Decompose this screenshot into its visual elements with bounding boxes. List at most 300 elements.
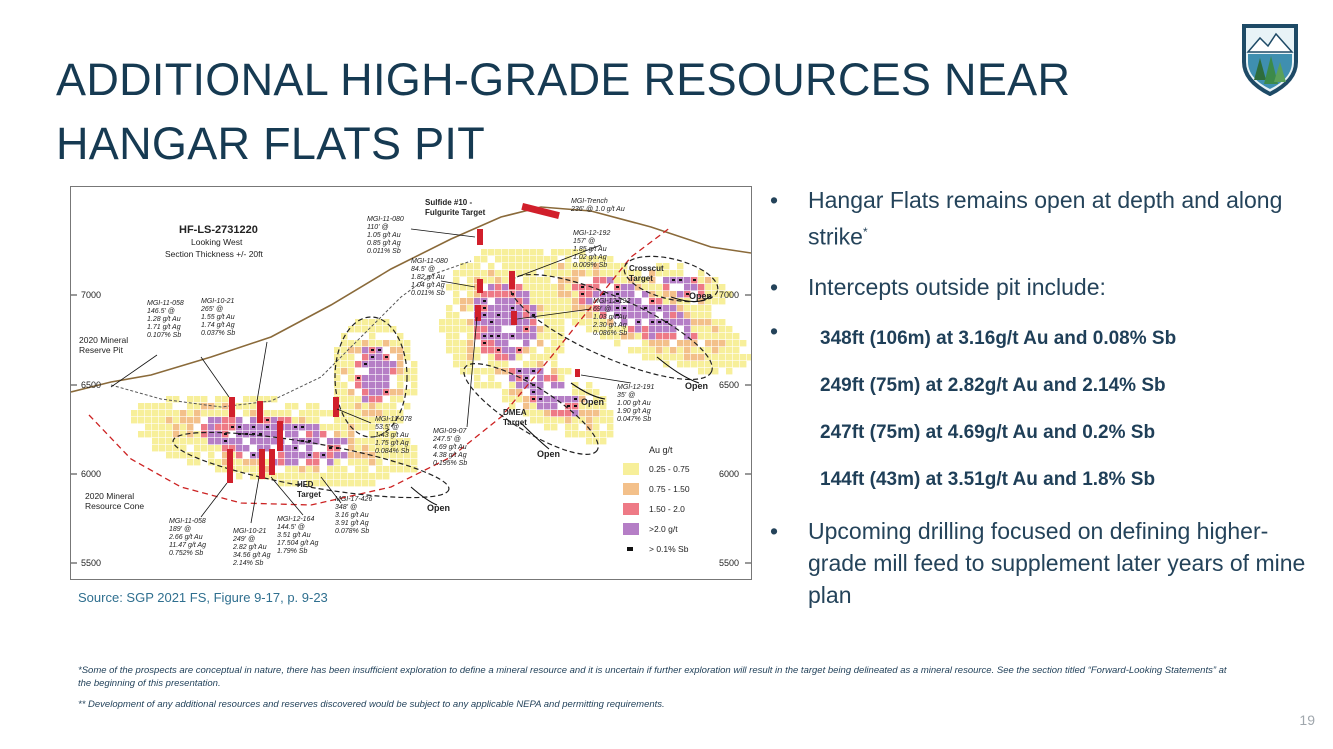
- elev-label-left: 5500: [81, 558, 102, 568]
- grade-cell: [516, 382, 522, 388]
- grade-cell: [537, 256, 543, 262]
- grade-cell: [572, 284, 578, 290]
- grade-cell: [362, 389, 368, 395]
- grade-cell: [600, 270, 606, 276]
- grade-cell: [628, 347, 634, 353]
- grade-cell: [383, 368, 389, 374]
- grade-cell: [656, 333, 662, 339]
- grade-cell: [390, 396, 396, 402]
- grade-cell: [453, 298, 459, 304]
- grade-cell: [530, 249, 536, 255]
- grade-cell: [600, 410, 606, 416]
- drill-intercept: [229, 397, 235, 417]
- grade-cell: [215, 459, 221, 465]
- grade-cell: [320, 410, 326, 416]
- grade-cell: [565, 298, 571, 304]
- grade-cell: [733, 347, 739, 353]
- grade-cell: [502, 305, 508, 311]
- grade-cell: [579, 417, 585, 423]
- bullet-open-depth: • Hangar Flats remains open at depth and along strike*: [768, 184, 1308, 253]
- grade-cell: [327, 438, 333, 444]
- grade-cell: [572, 291, 578, 297]
- grade-cell: [474, 256, 480, 262]
- drill-intercept: [521, 203, 560, 219]
- grade-cell: [313, 452, 319, 458]
- drillhole-callout: 1.75 g/t Ag: [375, 440, 409, 447]
- slide-title-line-1: ADDITIONAL HIGH-GRADE RESOURCES NEAR: [56, 54, 1071, 105]
- grade-cell: [327, 473, 333, 479]
- grade-cell: [166, 452, 172, 458]
- grade-cell: [453, 284, 459, 290]
- grade-cell: [663, 291, 669, 297]
- grade-cell: [460, 368, 466, 374]
- grade-cell: [159, 410, 165, 416]
- page-number: 19: [1299, 712, 1315, 728]
- grade-cell: [376, 326, 382, 332]
- grade-cell: [740, 340, 746, 346]
- grade-cell: [530, 326, 536, 332]
- grade-cell: [523, 347, 529, 353]
- grade-cell: [467, 326, 473, 332]
- drillhole-callout: 1.85 g/t Au: [573, 246, 607, 253]
- grade-cell: [306, 424, 312, 430]
- grade-cell: [460, 270, 466, 276]
- grade-cell: [488, 347, 494, 353]
- grade-cell: [565, 431, 571, 437]
- grade-cell: [208, 417, 214, 423]
- grade-cell: [369, 403, 375, 409]
- grade-cell: [516, 396, 522, 402]
- grade-cell: [411, 459, 417, 465]
- grade-cell: [551, 417, 557, 423]
- grade-cell: [495, 249, 501, 255]
- grade-cell: [537, 291, 543, 297]
- grade-cell: [656, 326, 662, 332]
- grade-cell: [488, 284, 494, 290]
- grade-cell: [334, 452, 340, 458]
- grade-cell: [341, 452, 347, 458]
- grade-cell: [327, 410, 333, 416]
- grade-cell: [208, 410, 214, 416]
- grade-cell: [369, 480, 375, 486]
- grade-cell: [502, 347, 508, 353]
- grade-cell: [523, 368, 529, 374]
- grade-cell: [495, 256, 501, 262]
- grade-cell: [467, 340, 473, 346]
- section-looking: Looking West: [191, 237, 243, 247]
- grade-cell: [215, 445, 221, 451]
- grade-cell: [509, 249, 515, 255]
- grade-cell: [586, 431, 592, 437]
- grade-cell: [397, 466, 403, 472]
- grade-cell: [341, 438, 347, 444]
- grade-cell: [698, 277, 704, 283]
- grade-cell: [334, 431, 340, 437]
- grade-cell: [565, 270, 571, 276]
- sb-mark: [483, 342, 486, 344]
- grade-cell: [404, 347, 410, 353]
- legend-label: 1.50 - 2.0: [649, 504, 685, 514]
- grade-cell: [712, 361, 718, 367]
- grade-cell: [348, 452, 354, 458]
- grade-cell: [684, 284, 690, 290]
- sb-mark: [238, 426, 241, 428]
- sb-mark: [581, 293, 584, 295]
- drillhole-callout: 1.05 g/t Au: [367, 232, 401, 239]
- slide-title: [56, 48, 1176, 176]
- grade-cell: [446, 284, 452, 290]
- drill-intercept: [257, 401, 263, 423]
- sb-mark: [616, 307, 619, 309]
- grade-cell: [593, 270, 599, 276]
- grade-cell: [719, 319, 725, 325]
- grade-cell: [558, 319, 564, 325]
- grade-cell: [586, 298, 592, 304]
- grade-cell: [502, 396, 508, 402]
- grade-cell: [537, 284, 543, 290]
- legend-swatch: [623, 463, 639, 475]
- grade-cell: [586, 270, 592, 276]
- grade-cell: [341, 340, 347, 346]
- grade-cell: [726, 368, 732, 374]
- grade-cell: [712, 368, 718, 374]
- grade-cell: [558, 284, 564, 290]
- grade-cell: [537, 298, 543, 304]
- grade-cell: [159, 438, 165, 444]
- grade-cell: [306, 403, 312, 409]
- grade-cell: [544, 417, 550, 423]
- grade-cell: [306, 445, 312, 451]
- grade-cell: [684, 347, 690, 353]
- grade-cell: [467, 263, 473, 269]
- grade-cell: [341, 396, 347, 402]
- grade-cell: [523, 263, 529, 269]
- grade-cell: [537, 354, 543, 360]
- grade-cell: [712, 298, 718, 304]
- grade-cell: [215, 424, 221, 430]
- sb-mark: [511, 307, 514, 309]
- grade-cell: [677, 263, 683, 269]
- grade-cell: [390, 466, 396, 472]
- grade-cell: [362, 396, 368, 402]
- sb-mark: [658, 307, 661, 309]
- grade-cell: [649, 347, 655, 353]
- drillhole-callout: MGI-12-192: [593, 298, 631, 305]
- grade-cell: [355, 459, 361, 465]
- label-open: Open: [581, 397, 605, 407]
- drillhole-callout: MGI-12-192: [573, 230, 611, 237]
- grade-cell: [509, 347, 515, 353]
- grade-cell: [628, 326, 634, 332]
- grade-cell: [495, 298, 501, 304]
- legend-label: >2.0 g/t: [649, 524, 678, 534]
- grade-cell: [691, 319, 697, 325]
- grade-cell: [495, 361, 501, 367]
- grade-cell: [397, 389, 403, 395]
- grade-cell: [607, 263, 613, 269]
- label-reserve-pit: Reserve Pit: [79, 345, 123, 355]
- legend-label: 0.75 - 1.50: [649, 484, 690, 494]
- grade-cell: [453, 354, 459, 360]
- sb-mark: [483, 335, 486, 337]
- drillhole-callout: 84.5' @: [411, 266, 436, 273]
- grade-cell: [348, 431, 354, 437]
- drillhole-callout: 146.5' @: [147, 308, 175, 315]
- grade-cell: [558, 382, 564, 388]
- grade-cell: [348, 354, 354, 360]
- drillhole-callout: 1.03 g/t Au: [593, 314, 627, 321]
- grade-cell: [362, 445, 368, 451]
- grade-cell: [467, 277, 473, 283]
- grade-cell: [649, 326, 655, 332]
- grade-cell: [649, 284, 655, 290]
- grade-cell: [222, 410, 228, 416]
- grade-cell: [684, 361, 690, 367]
- grade-cell: [495, 284, 501, 290]
- grade-cell: [663, 305, 669, 311]
- grade-cell: [530, 256, 536, 262]
- section-name: HF-LS-2731220: [179, 224, 258, 236]
- grade-cell: [152, 445, 158, 451]
- grade-cell: [705, 333, 711, 339]
- grade-cell: [502, 284, 508, 290]
- grade-cell: [705, 319, 711, 325]
- grade-cell: [474, 263, 480, 269]
- grade-cell: [523, 256, 529, 262]
- drillhole-callout: 0.011% Sb: [367, 248, 401, 255]
- grade-cell: [348, 473, 354, 479]
- grade-cell: [411, 361, 417, 367]
- grade-cell: [565, 312, 571, 318]
- grade-cell: [677, 347, 683, 353]
- grade-cell: [509, 375, 515, 381]
- grade-cell: [194, 431, 200, 437]
- grade-cell: [166, 403, 172, 409]
- grade-cell: [446, 319, 452, 325]
- grade-cell: [166, 417, 172, 423]
- grade-cell: [348, 361, 354, 367]
- grade-cell: [334, 347, 340, 353]
- grade-cell: [264, 438, 270, 444]
- grade-cell: [327, 452, 333, 458]
- grade-cell: [439, 319, 445, 325]
- grade-cell: [348, 375, 354, 381]
- grade-cell: [502, 333, 508, 339]
- grade-cell: [187, 417, 193, 423]
- sb-mark: [266, 419, 269, 421]
- grade-cell: [397, 375, 403, 381]
- drillhole-callout: 3.16 g/t Au: [335, 512, 369, 519]
- grade-cell: [243, 445, 249, 451]
- grade-cell: [488, 368, 494, 374]
- grade-cell: [488, 270, 494, 276]
- grade-cell: [390, 389, 396, 395]
- grade-cell: [243, 410, 249, 416]
- drillhole-callout: 11.47 g/t Ag: [169, 542, 206, 549]
- sb-mark: [567, 405, 570, 407]
- label-hfd-target: Target: [297, 490, 321, 499]
- grade-cell: [341, 473, 347, 479]
- grade-cell: [250, 410, 256, 416]
- grade-cell: [313, 410, 319, 416]
- grade-cell: [488, 382, 494, 388]
- legend-label: > 0.1% Sb: [649, 544, 689, 554]
- grade-cell: [411, 445, 417, 451]
- grade-cell: [236, 403, 242, 409]
- grade-cell: [712, 354, 718, 360]
- grade-cell: [187, 396, 193, 402]
- grade-cell: [180, 438, 186, 444]
- grade-cell: [488, 340, 494, 346]
- grade-cell: [523, 340, 529, 346]
- grade-cell: [369, 333, 375, 339]
- grade-cell: [502, 263, 508, 269]
- grade-cell: [194, 438, 200, 444]
- grade-cell: [229, 438, 235, 444]
- sb-mark: [623, 307, 626, 309]
- grade-cell: [579, 410, 585, 416]
- grade-cell: [537, 340, 543, 346]
- grade-cell: [565, 368, 571, 374]
- grade-cell: [348, 396, 354, 402]
- grade-cell: [446, 312, 452, 318]
- grade-cell: [264, 410, 270, 416]
- grade-cell: [733, 340, 739, 346]
- grade-cell: [369, 326, 375, 332]
- grade-cell: [292, 417, 298, 423]
- grade-cell: [460, 347, 466, 353]
- grade-cell: [145, 410, 151, 416]
- grade-cell: [628, 284, 634, 290]
- label-open: Open: [427, 503, 451, 513]
- grade-cell: [348, 368, 354, 374]
- grade-cell: [334, 438, 340, 444]
- grade-cell: [327, 459, 333, 465]
- grade-cell: [558, 375, 564, 381]
- grade-cell: [446, 305, 452, 311]
- grade-cell: [383, 382, 389, 388]
- grade-cell: [369, 382, 375, 388]
- grade-cell: [348, 340, 354, 346]
- grade-cell: [572, 417, 578, 423]
- drillhole-callout: 348' @: [335, 504, 358, 511]
- grade-cell: [663, 326, 669, 332]
- grade-cell: [530, 333, 536, 339]
- sb-mark: [252, 454, 255, 456]
- grade-cell: [488, 277, 494, 283]
- grade-cell: [173, 410, 179, 416]
- grade-cell: [145, 417, 151, 423]
- grade-cell: [194, 445, 200, 451]
- grade-cell: [390, 347, 396, 353]
- grade-cell: [376, 459, 382, 465]
- grade-cell: [649, 354, 655, 360]
- grade-cell: [376, 473, 382, 479]
- grade-cell: [362, 410, 368, 416]
- drillhole-callout: 0.084% Sb: [375, 448, 410, 455]
- label-resource-cone: Resource Cone: [85, 501, 145, 511]
- grade-cell: [173, 452, 179, 458]
- grade-cell: [474, 354, 480, 360]
- grade-cell: [138, 410, 144, 416]
- grade-cell: [320, 473, 326, 479]
- grade-cell: [355, 410, 361, 416]
- grade-cell: [705, 340, 711, 346]
- grade-cell: [628, 333, 634, 339]
- grade-cell: [355, 340, 361, 346]
- drill-intercept: [475, 305, 481, 321]
- grade-cell: [390, 403, 396, 409]
- grade-cell: [516, 291, 522, 297]
- legend-title: Au g/t: [649, 445, 673, 455]
- grade-cell: [663, 298, 669, 304]
- grade-cell: [691, 354, 697, 360]
- grade-cell: [691, 305, 697, 311]
- grade-cell: [467, 319, 473, 325]
- grade-cell: [719, 340, 725, 346]
- grade-cell: [684, 326, 690, 332]
- grade-cell: [404, 459, 410, 465]
- drillhole-callout: MGI-10-21: [201, 298, 235, 305]
- drillhole-callout: 1.00 g/t Au: [617, 400, 651, 407]
- grade-cell: [572, 298, 578, 304]
- grade-cell: [544, 347, 550, 353]
- grade-cell: [663, 263, 669, 269]
- grade-cell: [670, 312, 676, 318]
- grade-cell: [565, 291, 571, 297]
- grade-cell: [362, 340, 368, 346]
- sb-mark: [238, 433, 241, 435]
- sb-mark: [574, 405, 577, 407]
- grade-cell: [278, 480, 284, 486]
- drillhole-callout: 4.69 g/t Au: [433, 444, 467, 451]
- sb-mark: [616, 293, 619, 295]
- grade-cell: [369, 473, 375, 479]
- grade-cell: [159, 424, 165, 430]
- drillhole-callout: 0.752% Sb: [169, 550, 204, 557]
- figure-source: Source: SGP 2021 FS, Figure 9-17, p. 9-23: [78, 590, 328, 605]
- grade-cell: [187, 410, 193, 416]
- grade-cell: [663, 284, 669, 290]
- drillhole-callout: 0.107% Sb: [147, 332, 182, 339]
- drillhole-callout: MGI-11-080: [367, 216, 404, 223]
- grade-cell: [404, 403, 410, 409]
- grade-cell: [551, 382, 557, 388]
- sb-mark: [525, 377, 528, 379]
- grade-cell: [369, 368, 375, 374]
- sb-mark: [294, 447, 297, 449]
- grade-cell: [579, 298, 585, 304]
- grade-cell: [208, 445, 214, 451]
- grade-cell: [544, 277, 550, 283]
- footnote-marker: *: [862, 225, 868, 239]
- sb-mark: [252, 426, 255, 428]
- grade-cell: [712, 319, 718, 325]
- grade-cell: [285, 403, 291, 409]
- grade-cell: [355, 382, 361, 388]
- grade-cell: [313, 417, 319, 423]
- grade-cell: [551, 403, 557, 409]
- grade-cell: [537, 375, 543, 381]
- grade-cell: [467, 354, 473, 360]
- grade-cell: [460, 354, 466, 360]
- grade-cell: [530, 298, 536, 304]
- grade-cell: [362, 480, 368, 486]
- grade-cell: [649, 305, 655, 311]
- drillhole-callout: 157' @: [573, 238, 596, 245]
- grade-cell: [628, 291, 634, 297]
- grade-cell: [285, 410, 291, 416]
